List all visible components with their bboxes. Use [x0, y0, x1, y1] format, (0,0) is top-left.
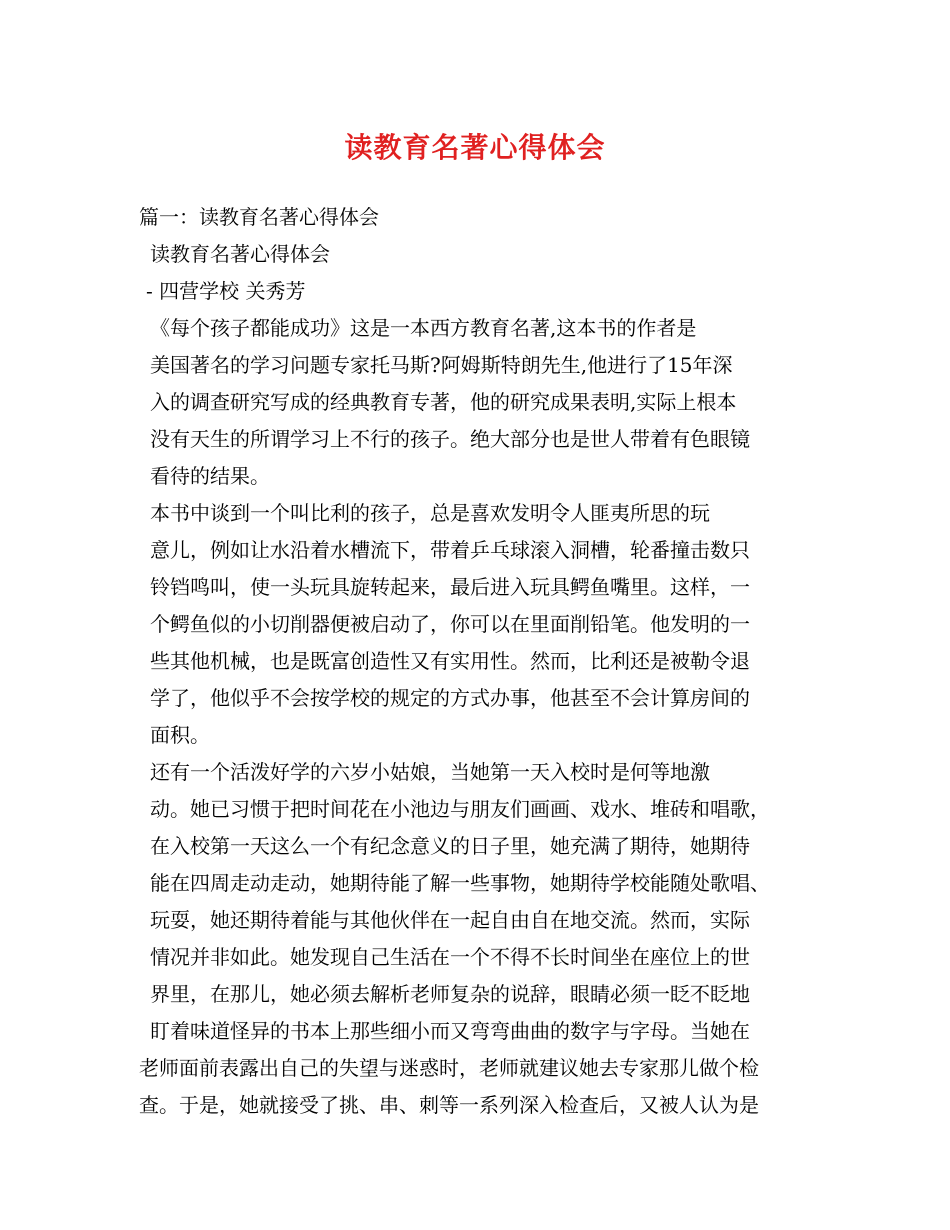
paragraph-line: 还有一个活泼好学的六岁小姑娘，当她第一天入校时是何等地激	[150, 760, 710, 784]
paragraph-line: 盯着味道怪异的书本上那些细小而又弯弯曲曲的数字与字母。当她在	[150, 1019, 750, 1043]
paragraph-line: 情况并非如此。她发现自己生活在一个不得不长时间坐在座位上的世	[150, 945, 750, 969]
paragraph-line: 入的调查研究写成的经典教育专著，他的研究成果表明,实际上根本	[150, 390, 737, 414]
paragraph-line: 学了，他似乎不会按学校的规定的方式办事，他甚至不会计算房间的	[150, 686, 750, 710]
paragraph-line: 些其他机械，也是既富创造性又有实用性。然而，比利还是被勒令退	[150, 649, 750, 673]
paragraph-line: 美国著名的学习问题专家托马斯?阿姆斯特朗先生,他进行了15年深	[150, 353, 733, 377]
paragraph-line: 面积。	[150, 723, 210, 747]
paragraph-line: 看待的结果。	[150, 464, 270, 488]
paragraph-line: 铃铛鸣叫，使一头玩具旋转起来，最后进入玩具鳄鱼嘴里。这样，一	[150, 575, 750, 599]
paragraph-line: 动。她已习惯于把时间花在小池边与朋友们画画、戏水、堆砖和唱歌，	[150, 797, 770, 821]
article-title: 读教育名著心得体会	[150, 242, 330, 266]
paragraph-line: 本书中谈到一个叫比利的孩子，总是喜欢发明令人匪夷所思的玩	[150, 501, 710, 525]
paragraph-line: 在入校第一天这么一个有纪念意义的日子里，她充满了期待，她期待	[150, 834, 750, 858]
paragraph-line: 玩耍，她还期待着能与其他伙伴在一起自由自在地交流。然而，实际	[150, 908, 750, 932]
paragraph-line: 《每个孩子都能成功》这是一本西方教育名著,这本书的作者是	[150, 316, 697, 340]
paragraph-line: 界里，在那儿，她必须去解析老师复杂的说辞，眼睛必须一眨不眨地	[150, 982, 750, 1006]
section-heading: 篇一：读教育名著心得体会	[139, 205, 379, 229]
paragraph-line: 个鳄鱼似的小切削器便被启动了，你可以在里面削铅笔。他发明的一	[150, 612, 750, 636]
author-line: - 四营学校 关秀芳	[146, 279, 306, 303]
paragraph-line: 能在四周走动走动，她期待能了解一些事物，她期待学校能随处歌唱、	[150, 871, 770, 895]
paragraph-line: 老师面前表露出自己的失望与迷惑时，老师就建议她去专家那儿做个检	[139, 1056, 759, 1080]
document-title: 读教育名著心得体会	[344, 131, 606, 164]
paragraph-line: 查。于是，她就接受了挑、串、刺等一系列深入检查后，又被人认为是	[139, 1093, 759, 1117]
paragraph-line: 意儿，例如让水沿着水槽流下，带着乒乓球滚入洞槽，轮番撞击数只	[150, 538, 750, 562]
paragraph-line: 没有天生的所谓学习上不行的孩子。绝大部分也是世人带着有色眼镜	[150, 427, 750, 451]
